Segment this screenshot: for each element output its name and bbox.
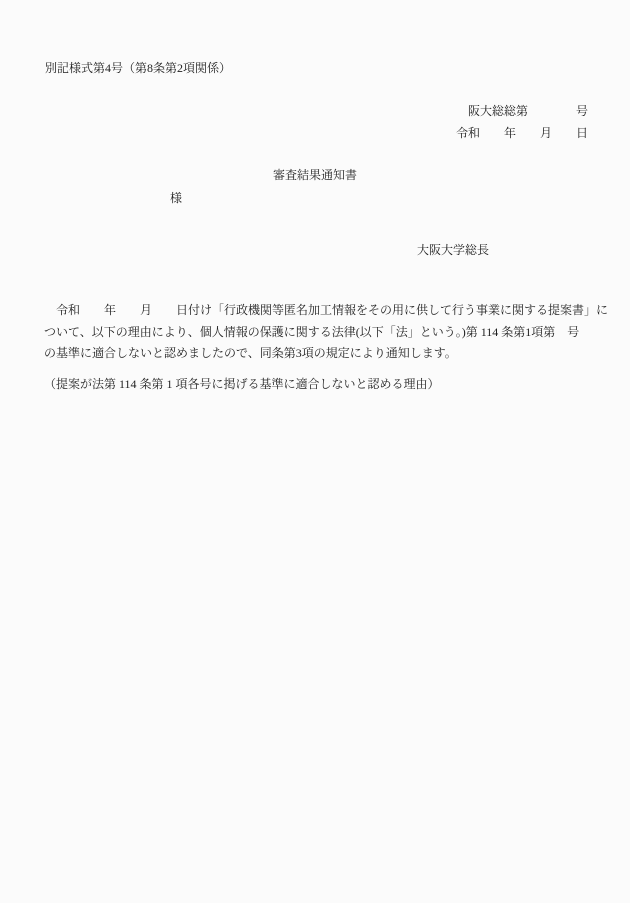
date-line: 令和 年 月 日 bbox=[455, 126, 588, 140]
body-line: の基準に適合しないと認めましたので、同条第3項の規定により通知します。 bbox=[44, 346, 457, 360]
body-line: 令和 年 月 日付け「行政機関等匿名加工情報をその用に供して行う事業に関する提案書」に bbox=[44, 303, 609, 317]
reason-heading: （提案が法第 114 条第 1 項各号に掲げる基準に適合しないと認める理由） bbox=[44, 377, 440, 391]
sender-title: 大阪大学総長 bbox=[417, 243, 490, 257]
addressee-honorific: 様 bbox=[170, 191, 183, 205]
document-number-line: 阪大総総第 号 bbox=[467, 104, 588, 118]
form-reference-note: 別記様式第4号（第8条第2項関係） bbox=[45, 61, 232, 75]
body-line: ついて、以下の理由により、個人情報の保護に関する法律(以下「法」という。)第 114 条第1項第 号 bbox=[44, 325, 580, 339]
document-title: 審査結果通知書 bbox=[272, 168, 357, 182]
